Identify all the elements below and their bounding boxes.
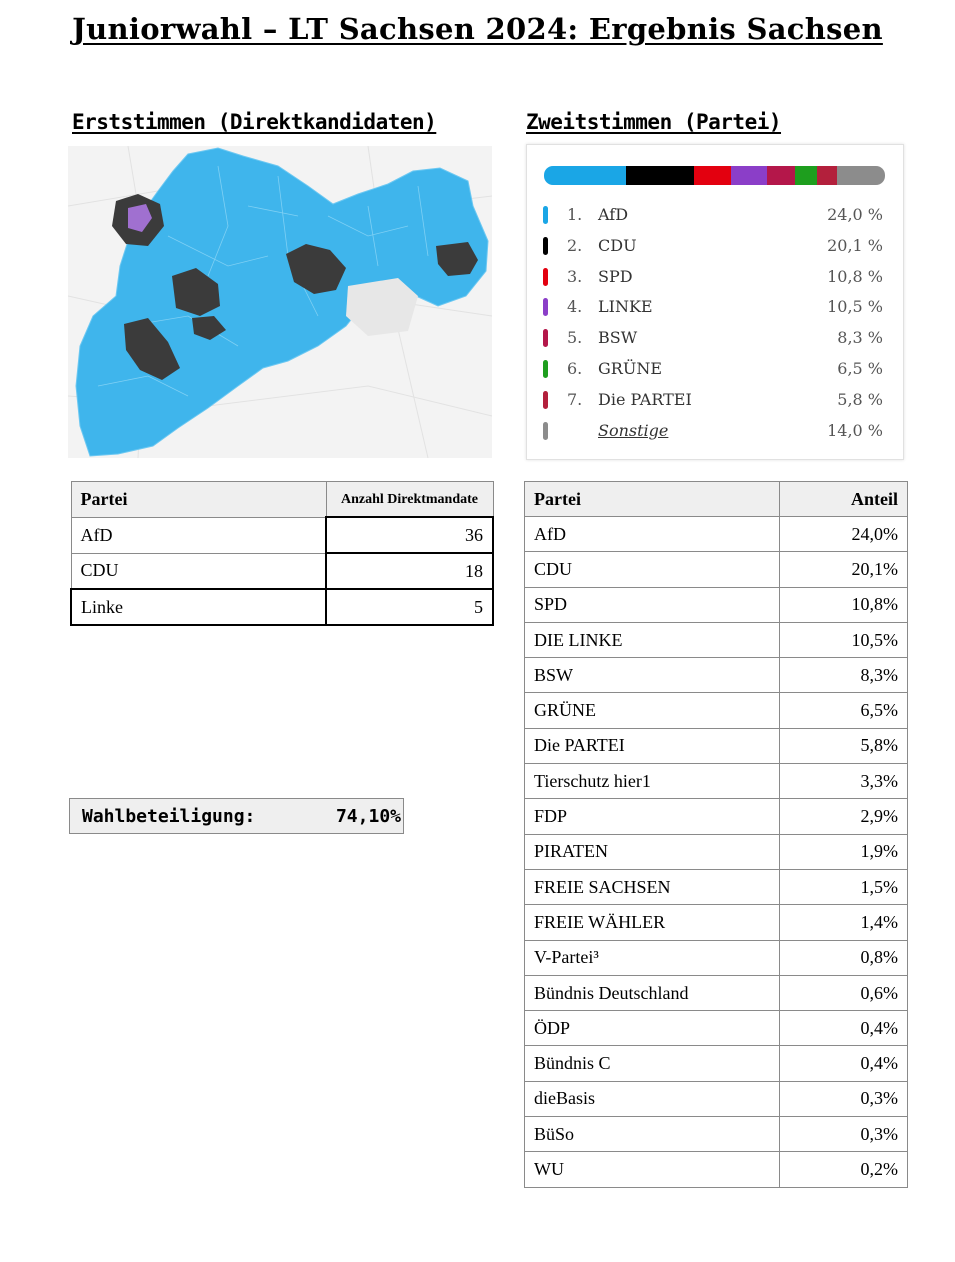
stackbar-segment <box>837 166 885 185</box>
table-row <box>525 869 908 904</box>
legend-color-swatch <box>543 422 548 440</box>
header-direktmandate: Anzahl Direktmandate <box>326 482 493 518</box>
table-row <box>71 517 493 553</box>
party-cell: PIRATEN <box>525 834 780 869</box>
legend-color-swatch <box>543 360 548 378</box>
legend-row <box>541 295 887 319</box>
legend-percentage: 14,0 % <box>827 420 883 440</box>
legend-percentage: 8,3 % <box>837 328 883 348</box>
table-row <box>525 552 908 587</box>
table-row <box>525 905 908 940</box>
share-cell: 1,5% <box>780 869 908 904</box>
party-cell: Bündnis C <box>525 1046 780 1081</box>
table-row <box>525 1046 908 1081</box>
party-cell: CDU <box>71 553 326 589</box>
legend-row <box>541 357 887 381</box>
legend-color-swatch <box>543 268 548 286</box>
table-row <box>525 693 908 728</box>
legend-row <box>541 203 887 227</box>
zweitstimmen-heading: Zweitstimmen (Partei) <box>526 110 782 134</box>
count-cell: 36 <box>326 517 493 553</box>
party-cell: ÖDP <box>525 1011 780 1046</box>
party-cell: dieBasis <box>525 1081 780 1116</box>
legend-row <box>541 326 887 350</box>
legend-row <box>541 265 887 289</box>
share-cell: 0,4% <box>780 1011 908 1046</box>
table-row <box>525 622 908 657</box>
share-cell: 0,4% <box>780 1046 908 1081</box>
constituency-map-svg <box>68 146 492 458</box>
party-cell: DIE LINKE <box>525 622 780 657</box>
share-cell: 0,6% <box>780 975 908 1010</box>
zweitstimmen-table <box>524 481 908 1188</box>
legend-color-swatch <box>543 329 548 347</box>
party-cell: BüSo <box>525 1117 780 1152</box>
share-cell: 0,8% <box>780 940 908 975</box>
share-cell: 5,8% <box>780 728 908 763</box>
stackbar-segment <box>544 166 626 185</box>
table-row <box>525 1011 908 1046</box>
count-cell: 18 <box>326 553 493 589</box>
legend-party-name: GRÜNE <box>598 359 662 378</box>
party-cell: GRÜNE <box>525 693 780 728</box>
party-cell: Bündnis Deutschland <box>525 975 780 1010</box>
legend-party-name: AfD <box>598 205 629 224</box>
table-row <box>525 1117 908 1152</box>
turnout-value: 74,10% <box>335 806 401 827</box>
count-cell: 5 <box>326 589 493 625</box>
table-row <box>71 553 493 589</box>
party-cell: CDU <box>525 552 780 587</box>
share-cell: 0,3% <box>780 1081 908 1116</box>
legend-percentage: 10,5 % <box>827 297 883 317</box>
legend-party-name: CDU <box>598 235 637 255</box>
share-cell: 2,9% <box>780 799 908 834</box>
legend-percentage: 5,8 % <box>837 389 883 409</box>
table-row <box>525 728 908 763</box>
share-cell: 0,2% <box>780 1152 908 1187</box>
legend-percentage: 6,5 % <box>837 359 883 378</box>
table-row <box>525 658 908 693</box>
party-cell: FREIE SACHSEN <box>525 869 780 904</box>
legend-row <box>541 419 887 443</box>
legend-rank: 6. <box>567 359 583 378</box>
stackbar-segment <box>731 166 767 185</box>
page-title: Juniorwahl – LT Sachsen 2024: Ergebnis Sachsen <box>72 12 883 46</box>
stackbar-segment <box>795 166 817 185</box>
table-header-row <box>525 482 908 517</box>
stackbar-segment <box>626 166 695 185</box>
legend-color-swatch <box>543 391 548 409</box>
header-partei: Partei <box>525 482 780 517</box>
turnout-label: Wahlbeteiligung: <box>82 806 256 827</box>
table-row <box>525 1081 908 1116</box>
share-cell: 1,9% <box>780 834 908 869</box>
share-cell: 1,4% <box>780 905 908 940</box>
table-row <box>525 587 908 622</box>
share-cell: 8,3% <box>780 658 908 693</box>
legend-party-name: LINKE <box>598 297 653 317</box>
header-partei: Partei <box>71 482 326 518</box>
legend-rank: 5. <box>567 328 583 348</box>
erststimmen-heading: Erststimmen (Direktkandidaten) <box>72 110 437 134</box>
zweitstimmen-legend-panel <box>526 144 904 460</box>
party-cell: FREIE WÄHLER <box>525 905 780 940</box>
legend-party-name: BSW <box>598 328 638 348</box>
share-cell: 10,8% <box>780 587 908 622</box>
table-header-row <box>71 482 493 518</box>
legend-row <box>541 388 887 412</box>
share-cell: 3,3% <box>780 764 908 799</box>
legend-rank: 4. <box>567 297 583 317</box>
direktmandate-table <box>70 481 494 626</box>
constituency-map <box>68 146 492 458</box>
legend-rank: 7. <box>567 389 583 409</box>
party-cell: WU <box>525 1152 780 1187</box>
table-row <box>525 1152 908 1187</box>
legend-rank: 3. <box>567 266 583 286</box>
table-row <box>525 834 908 869</box>
party-cell: Die PARTEI <box>525 728 780 763</box>
legend-party-name: SPD <box>598 266 633 286</box>
party-cell: AfD <box>71 517 326 553</box>
stackbar-segment <box>817 166 837 185</box>
legend-color-swatch <box>543 206 548 224</box>
party-cell: V-Partei³ <box>525 940 780 975</box>
table-row <box>525 764 908 799</box>
legend-color-swatch <box>543 237 548 255</box>
legend-percentage: 20,1 % <box>827 235 883 255</box>
share-cell: 20,1% <box>780 552 908 587</box>
legend-percentage: 10,8 % <box>827 266 883 286</box>
table-row <box>525 517 908 552</box>
party-cell: BSW <box>525 658 780 693</box>
share-cell: 6,5% <box>780 693 908 728</box>
party-cell: SPD <box>525 587 780 622</box>
zweitstimmen-stacked-bar <box>544 166 885 185</box>
party-cell: Linke <box>71 589 326 625</box>
legend-percentage: 24,0 % <box>827 205 883 224</box>
table-row <box>71 589 493 625</box>
legend-color-swatch <box>543 298 548 316</box>
party-cell: FDP <box>525 799 780 834</box>
stackbar-segment <box>767 166 795 185</box>
header-anteil: Anteil <box>780 482 908 517</box>
legend-row <box>541 234 887 258</box>
table-row <box>525 799 908 834</box>
share-cell: 0,3% <box>780 1117 908 1152</box>
share-cell: 24,0% <box>780 517 908 552</box>
table-row <box>525 940 908 975</box>
share-cell: 10,5% <box>780 622 908 657</box>
legend-party-name: Sonstige <box>598 420 669 440</box>
legend-rank: 2. <box>567 235 583 255</box>
stackbar-segment <box>694 166 731 185</box>
legend-rank: 1. <box>567 205 583 224</box>
party-cell: Tierschutz hier1 <box>525 764 780 799</box>
party-cell: AfD <box>525 517 780 552</box>
table-row <box>525 975 908 1010</box>
turnout-box <box>69 798 404 834</box>
legend-party-name: Die PARTEI <box>598 389 692 409</box>
